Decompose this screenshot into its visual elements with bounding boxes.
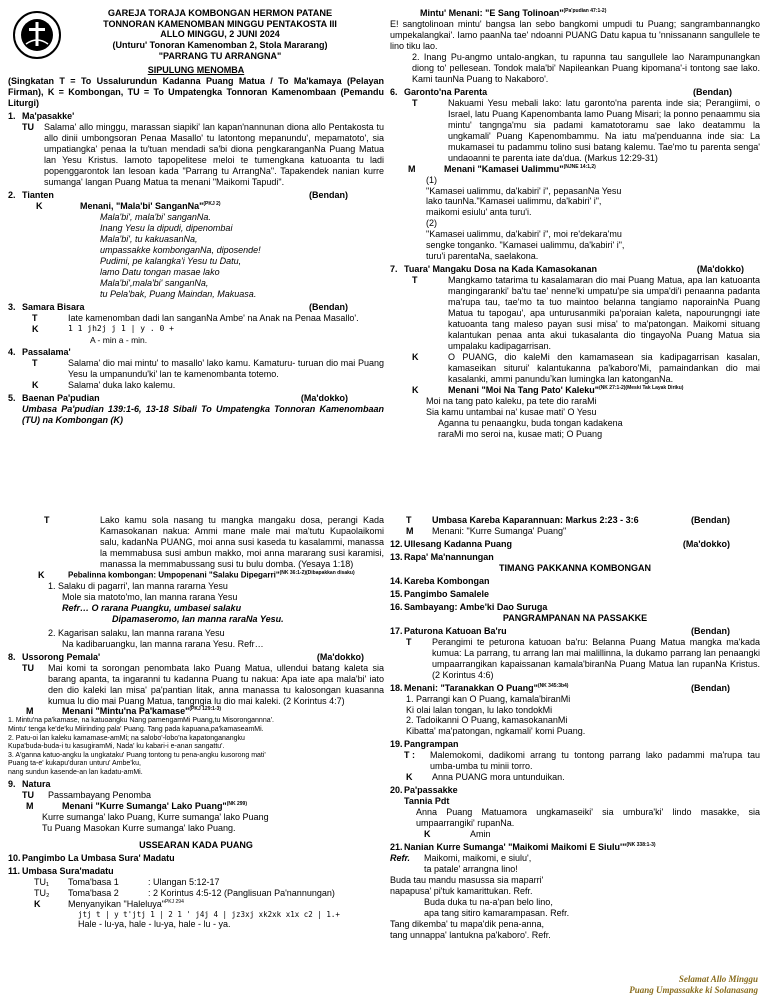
song-line: maikomi esiulu' anta turu'i. (426, 207, 532, 218)
section-7-k1: K O PUANG, dio kaleMi den kamamasean sia kadipagarrisan kasalan, kamaseikan siturui' kalantukanna pa'kaboro'Mi, pamaindankan dio mai kasalanki, ammi panunduʼkan lumingka lan katonganNa. (412, 352, 760, 384)
top-left-column (8, 8, 384, 514)
song-line: Puang ta-e' kukapu'duran unturu' Ambe'ku, (8, 760, 141, 768)
psalm-text-2: 2. Inang Pu-angmo untalo-angkan, tu rapunna tau sangullele lao Narampunangkan diong to' pellesean. Tondok mala'bi' Napileankan Puang kipomana'-i tontong sae lako. Kami taunNa Puang to Nakaboro'. (412, 51, 760, 84)
church-logo-icon (12, 10, 62, 60)
song-line: Mole sia matoto'mo, lan manna rarana Yesu (62, 591, 238, 602)
section-3-t: T Iate kamenomban dadi lan sanganNa Ambe' na Anak na Penaa Masallo'. (32, 312, 359, 323)
song-line: 2. Tadoikanni O Puang, kamasokananMi (406, 715, 568, 726)
song-line: 1. Mintu'na pa'kamase, na katuoangku Nang pamengamMi Puang,tu Misorongannna'. (8, 717, 274, 725)
haleluya-notes: jtj t | y t'jtj 1 | 2 1 ' j4j 4 | jz3xj xk2xk x1x c2 | 1.+ (78, 909, 340, 919)
section-5-heading: 5. Baenan Pa'pudian (Ma'dokko) (8, 392, 348, 403)
closing-line-1: Selamat Allo Minggu (678, 973, 758, 984)
bottom-right-column (390, 515, 760, 1000)
section-9-song (8, 812, 384, 834)
song-line: Inang Yesu la dipudi, dipenombai (100, 222, 233, 233)
header-line-3: ALLO MINGGU, 2 JUNI 2024 (160, 29, 280, 40)
reading-1: TU₁ Toma'basa 1 : Ulangan 5:12-17 (34, 876, 220, 887)
section-18-song (390, 694, 760, 738)
section-7-song (390, 396, 760, 440)
song-line: Moi na tang pato kaleku, pa tete dio raraMi (426, 395, 597, 406)
section-21-song (390, 853, 760, 941)
section-19-heading: 19.Pangrampan (390, 739, 459, 750)
section-9-tu: TU Passambayang Penomba (22, 790, 152, 801)
song-line: sengke tonganko. "Kamasei ualimmu, da'kabiri' i", (426, 240, 625, 251)
song-line: Refr… O rarana Puangku, umbasei salaku (62, 602, 242, 613)
section-8-heading: 8. Ussorong Pemala' (Ma'dokko) (8, 651, 364, 662)
song-line: 1. Salaku di pagarri', lan manna rararna Yesu (48, 580, 228, 591)
top-right-column (390, 8, 760, 514)
reading-k: K Menyanyikan "Haleluya"$^{PKJ 294}$ (34, 898, 184, 909)
forgiveness-t: T Lako kamu sola nasang tu mangka mangaku dosa, perangi Kada Kamasokanan nakua: Ammi mane male mai ma'tutu Kupaolaikomi salu, kadanNa PUANG, moi anna susi kaseda tu kasalammi, manassa la memmabusa susi ambun makko, moi anna mararang susi karamisi, manassa la memmabussang susi tu bulu domba. (Yesaya 1:18) (44, 515, 384, 569)
song-line: Mala'bi',mala'bi' sanganNa, (100, 277, 209, 288)
section-2-song-title: K Menani, "Mala'bi' SanganNa"$^{(PKJ 2)}$ (36, 200, 221, 211)
section-15-heading: 15.Pangimbo Samalele (390, 588, 490, 599)
song-line: nang sundun kasende-an lan kadatu-amMi. (8, 768, 143, 776)
section-4-k: K Salama' duka lako kalemu. (32, 379, 176, 390)
section-11-heading: 11. Umbasa Sura'madatu (8, 865, 114, 876)
song-line: Kurre sumanga' lako Puang, Kurre sumanga' lako Puang (42, 812, 269, 823)
section-3-k: K 1 1 jh2j j 1 | y . 0 + (32, 323, 174, 334)
reading-2: TU₂ Toma'basa 2 : 2 Korintus 4:5-12 (Panglisuan Pa'nannungan) (34, 887, 335, 898)
song-verse-1 (390, 175, 760, 263)
gospel-m: M Menani: "Kurre Sumanga' Puang" (406, 525, 567, 536)
section-20-body: Anna Puang Matuamora ungkamaseiki' sia umbura'ki' lindo masakke, sia umpaarrangiki' rupanNa. (416, 807, 760, 829)
song-line: lamo Datu tongan masae lako (100, 266, 220, 277)
song-line: lako taunNa."Kamasei ualimmu, da'kabiri' i", (426, 196, 602, 207)
song-line: "Kamasei ualimmu, da'kabiri' i", moi re'dekara'mu (426, 229, 622, 240)
song-line: Aganna tu penaangku, buda tongan kadakena (438, 417, 623, 428)
song-line: 1. Parrangi kan O Puang, kamala'biranMi (406, 693, 571, 704)
section-21-heading: 21.Nanian Kurre Sumanga' "Maikomi Maikomi E Siulu'"$^{(NK 338:1-3)}$ (390, 842, 656, 853)
song-line: Kibatta' ma'patongan, ngkamali' komi Puang. (406, 726, 586, 737)
section-6-m: M Menani "Kamasei Ualimmu"$^{(NJNE 14:1,2)}$ (408, 163, 596, 174)
section-1-body: TU Salama' allo minggu, marassan siapiki' lan kapan'nannunan diona allo Pentakosta tu allo dinii umbongsoran Penaa Masallo' tu latontong mepanundu', mepamatoto', sia umpatiangka' penaa la tu'tuan mendadi sa'bi diona pengkaranganNa Puang Matua lan Yesu Kristus. Iamoto tapopelitese meloi te tumengkana katuoanta tu ladi popenggarontok lan lesoan kada "Parrang tu ArrangNa". Tapakendek nanian kurre sumanga' langan Puang Matua ta menani "Maikomi Tapudi". (22, 122, 384, 187)
psalm-heading: Mintu' Menani: "E Sang Tolinoan"$^{(Pa'pudian 47:1-2)}$ (420, 8, 607, 18)
section-2-heading: 2. Tianten (Bendan) (8, 189, 348, 200)
section-title: SIPULUNG MENOMBA (147, 65, 245, 76)
section-19-k: K Anna PUANG mora untunduikan. (406, 772, 565, 783)
song-line: ta patale' arrangna lino! (424, 864, 518, 875)
song-line: tang unnappa' lantukna pa'kaboro'. Refr. (390, 929, 551, 940)
section-10-heading: 10.Pangimbo La Umbasa Sura' Madatu (8, 852, 175, 863)
gospel-heading: T Umbasa Kareba Kaparannuan: Markus 2:23 - 3:6 (Bendan) (406, 515, 730, 525)
section-5-body: Umbasa Pa'pudian 139:1-6, 13-18 Sibali To Umpatengka Tonnoran Kamenombaan (TU) na Kombongan (K) (22, 403, 384, 425)
section-13-heading: 13.Rapa' Ma'nannungan (390, 551, 494, 562)
song-line: Tu Puang Masokan Kurre sumanga' lako Puang. (42, 823, 236, 834)
song-line: 3. A'ganna katuo-angku la ungkataku' Puang tontong tu pena-angku kusorong mati' (8, 751, 266, 759)
song-line: napapusa' pi'tuk kamarittukan. Refr. (390, 886, 533, 896)
section-6-heading: 6. Garonto'na Parenta (Bendan) (390, 86, 732, 97)
subsection-title: USSEARAN KADA PUANG (139, 840, 253, 850)
section-20-sub: Tannia Pdt (404, 796, 450, 807)
subsection-title-1: TIMANG PAKKANNA KOMBONGAN (499, 562, 651, 573)
amin-words: A - min a - min. (90, 334, 148, 345)
forgiveness-song (8, 581, 384, 650)
song-line: (1) (426, 174, 437, 185)
closing-line-2: Puang Umpassakke ki Solanasang (629, 984, 758, 995)
header-line-1: GAREJA TORAJA KOMBONGAN HERMON PATANE (107, 8, 333, 18)
song-line: Mintu' tenga ke'de'ku Miirinding pala' Puang. Tang pada kapuana,pa'kamaseamMi. (8, 725, 264, 733)
section-19-t: T : Malemokomi, dadikomi arrang tu tontong parrang lako padammi ma'rupa tau umba-umba tu minii torro. (404, 750, 760, 772)
song-line: apa tang sitiro kamarampasan. Refr. (424, 907, 570, 918)
section-20-k: K Amin (424, 829, 491, 840)
song-line: Mala'bi', mala'bi' sanganNa. (100, 211, 211, 222)
song-line: 2. Kagarisan salaku, lan manna rarana Yesu (48, 627, 225, 638)
section-14-heading: 14.Kareba Kombongan (390, 575, 490, 586)
section-6-t: T Nakuami Yesu mebali lako: latu garonto'na parenta inde sia; Perangiimi, o Israel, latu Puang Kapenombanta lamo Puang Misari; la ponno penaammu sia mintu' tangnga'mu sia padami kamatotoramu sae lako deatammu la ungkamali' Puang Kapenombammu. Na iatu ma'penduanna inde sia: La mukamasei tu padammu tolino susi batang kalemu. Tae'mo tu parenta senga' undaoanni te parenta iate da'dua. (Markus 12:29-31) (412, 97, 760, 163)
section-8-tu: TU Mai komi ta sorongan penombata lako Puang Matua, ullendui batang kaleta sia barang apanta, ta ingaranni tu kadanna Puang tu nakua: Apa iate apa mala'bi' iato den dio kaleki lan misa' pa'pantian litak, anna manassa tu kalosongan kuasanna kumua lu dio mai Puang Matua, tangngia lu dio mai kaleki. (2 Korintus 4:7) (22, 662, 384, 706)
section-9-m: M Menani "Kurre Sumanga' Lako Puang"$^{(NK 299)}$ (26, 801, 247, 812)
song-line: Pudimi, pe kalangka'i Yesu tu Datu, (100, 255, 242, 266)
song-lyrics (8, 212, 384, 300)
section-4-t: T Salama' dio mai mintu' to masallo' lako kamu. Kamaturu- turuan dio mai Puang Yesu la umpanundu'ki' lan te kamenombanta totemo. (32, 357, 384, 379)
header-line-2: TONNORAN KAMENOMBAN MINGGU PENTAKOSTA III (103, 18, 337, 29)
song-line: Buda duka tu na-a'pan belo lino, (424, 896, 553, 907)
header (56, 8, 384, 61)
section-8-song (8, 717, 384, 777)
song-line: Mala'bi', tu kakuasanNa, (100, 233, 198, 244)
section-9-heading: 9. Natura (8, 779, 51, 790)
legend-text: (Singkatan T = To Ussalurundun Kadanna Puang Matua / To Ma'kamaya (Pelayan Firman), K = Kombongan, TU = To Umpatengka Tonnoran Kamenombaan (Pemandu Liturgi) (8, 76, 384, 109)
section-3-heading: 3. Samara Bisara (Bendan) (8, 301, 348, 312)
section-1-heading: 1. Ma'pasakke' (8, 111, 75, 122)
subsection-title-2: PANGRAMPANAN NA PASSAKKE (502, 612, 648, 623)
forgiveness-k: K Pebalinna kombongan: Umpopenani "Salaku Dipegarri"$^{(NK 36:1-2)(Dibapakkan disaku)}$ (38, 569, 355, 580)
section-4-heading: 4. Passalama' (8, 346, 71, 357)
section-7-t: T Mangkamo tatarima tu kasalamaran dio mai Puang Matua, apa lan katuoanta mangingaranki' ba'tu tae' nenne'ki umpatu'pe sia umpa'di'i penaanna padanta ma'rupa tau, tae'mo ta tuo maintoo belanna tangiamo naporainNa Puang Matua tu tapogau', apa unturusanmiki pa'poraian kaleta, napourungngi iate katuoanta tang maleso payan susi misa' to ma'patongan. Maikomi situang kalantukan penaa anta akui tukasalanta dio tingayoNa Puang Matua sia umpalaku kadipagarrisan. (412, 275, 760, 352)
song-line: "Kamasei ualimmu, da'kabiri' i", pepasanNa Yesu (426, 185, 622, 196)
song-line: raraMi mo seroi na, kusae mati; O Puang (438, 428, 603, 439)
section-17-t: T Perangimi te peturona katuoan ba'ru: Belanna Puang Matua mangka ma'kada kumua: La parrang, tu arrang lan mai malillinna, la dukamo parrang lan penaangki umpaarrangikan kapaissanan kamala'biranNa Puang Matua lan rupanNa Kristus. (2 Korintus 4:6) (406, 636, 760, 680)
song-line: Na kadibaruangku, lan manna rarana Yesu. Refr… (62, 638, 264, 649)
section-7-heading: 7. Tuara' Mangaku Dosa na Kada Kamasokanan (Ma'dokko) (390, 264, 744, 275)
song-line: Kupa'buda-buda-i tu kasugiramMi, Nada' ku kabari-i e-anan sangattu'. (8, 743, 225, 751)
haleluya-words: Hale - lu-ya, hale - lu-ya, hale - lu - ya. (78, 918, 231, 929)
song-line: umpassakke kombonganNa, diposende! (100, 244, 261, 255)
section-18-heading: 18.Menani: "Taranakkan O Puang"$^{(NK 345:3b4)}$ (Bendan) (390, 682, 730, 693)
song-line: Tang dikemba' tu mapa'dik pena-anna, (390, 918, 545, 929)
song-line: 2. Patu-oi lan kaleku kamamase-amMi; na salobo'-lobo'na kapatonganangku (8, 734, 245, 742)
section-12-heading: 12.Ullesang Kadanna Puang (Ma'dokko) (390, 538, 730, 549)
song-line: Dipamaseromo, lan manna raraNa Yesu. (112, 613, 284, 624)
section-16-heading: 16.Sambayang: Ambe'ki Dao Suruga (390, 601, 548, 612)
header-line-5: "PARRANG TU ARRANGNA" (158, 50, 282, 61)
closing-greeting (629, 974, 758, 997)
song-line: Sia kamu untambai na' kusae mati' O Yesu (426, 406, 597, 417)
song-line: Ki olai lalan tongan, lu lako tondokMi (406, 704, 553, 715)
psalm-text-1: E! sangtolinoan mintu' bangsa lan sebo bangkomi umpudi tu Puang; sangrambannangko umpekalangkai'. Iamo paanNa tae' ndoanni PUANG Datu kapua tu 'nnissanann sangullele te lino tiku lao. (390, 18, 760, 51)
section-7-k2: K Menani "Moi Na Tang Pato' Kaleku"$^{(NK 27:1-2)(Meski Tak Layak Diriku)}$ (412, 384, 684, 395)
song-line: Buda tau mandu masussa sia maparri' (390, 875, 544, 886)
song-line: (2) (426, 218, 437, 229)
bottom-left-column (8, 515, 384, 1000)
section-20-heading: 20.Pa'passakke (390, 785, 458, 796)
song-line: tu Pela'bak, Puang Maindan, Makuasa. (100, 288, 257, 299)
section-17-heading: 17.Paturona Katuoan Ba'ru (Bendan) (390, 625, 730, 636)
header-line-4: (Unturu' Tonoran Kamenomban 2, Stola Mararang) (112, 40, 328, 51)
song-line: Refr. Maikomi, maikomi, e siulu', (390, 853, 532, 864)
song-line: turu'i parentaNa, saelakona. (426, 251, 539, 262)
section-8-m: M Menani "Mintu'na Pa'kamase"$^{(PKJ 129:1-3)}$ (26, 706, 222, 717)
